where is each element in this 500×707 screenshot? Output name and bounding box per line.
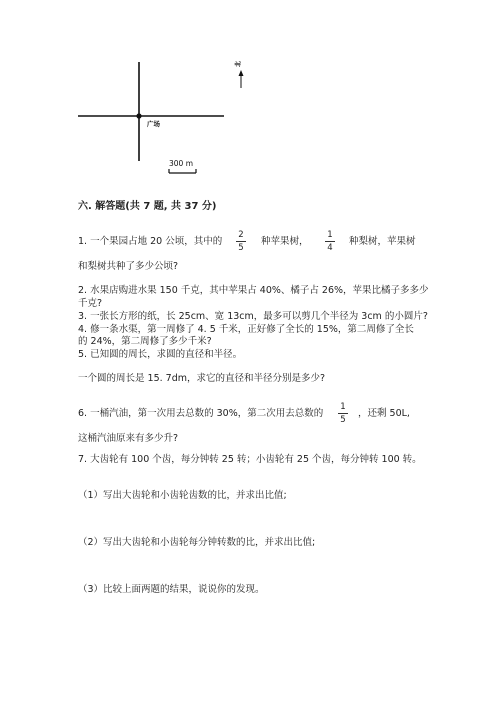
q2-text-line2: 千克? [78,298,103,309]
q6-text-line2: 这桶汽油原来有多少升? [78,433,179,444]
q1-fraction-2-numerator: 1 [327,230,333,240]
north-arrow-icon [239,70,244,88]
q3-text-line1: 3. 一张长方形的纸，长 25cm、宽 13cm，最多可以剪几个半径为 3cm 的小圆片? [78,311,428,322]
q1-fraction-2-denominator: 4 [327,243,333,253]
plaza-point [136,113,141,118]
q7-subquestion-2: （2）写出大齿轮和小齿轮每分钟转数的比，并求出比值; [78,537,316,548]
q6-fraction-numerator: 1 [340,402,346,412]
q1-text-part3: 种梨树，苹果树 [349,236,416,247]
q6-text-part2: ，还剩 50L, [358,408,410,419]
q5-text-line1: 5. 已知圆的周长，求圆的直径和半径。 [78,349,243,360]
q2-text-line1: 2. 水果店购进水果 150 千克，其中苹果占 40%、橘子占 26%，苹果比橘子多多少 [78,285,429,296]
q6-text-part1: 6. 一桶汽油，第一次用去总数的 30%，第二次用去总数的 [78,408,324,419]
q7-subquestion-1: （1）写出大齿轮和小齿轮齿数的比，并求出比值; [78,490,287,501]
q1-text-part1: 1. 一个果园占地 20 公顷，其中的 [78,236,223,247]
q1-text-part2: 种苹果树， [261,236,309,247]
q1-fraction-1-numerator: 2 [238,230,244,240]
q5-text-line2: 一个圆的周长是 15. 7dm，求它的直径和半径分别是多少? [78,373,326,384]
direction-map [0,0,500,180]
q7-subquestion-3: （3）比较上面两题的结果，说说你的发现。 [78,584,265,595]
q1-fraction-2 [325,230,335,253]
q1-text-line2: 和梨树共种了多少公顷? [78,261,179,272]
q6-fraction-denominator: 5 [340,415,346,425]
q4-text-line1: 4. 修一条水渠，第一周修了 4. 5 千米，正好修了全长的 15%，第二周修了全长 [78,324,414,335]
section-title: 六. 解答题(共 7 题, 共 37 分) [78,201,217,212]
q1-fraction-1 [236,230,246,253]
north-label: 北 [235,60,242,67]
q4-text-line2: 的 24%，第二周修了多少千米? [78,336,212,347]
scale-label: 300 m [169,159,194,168]
scale-bar [169,169,196,173]
q1-fraction-1-denominator: 5 [238,243,244,253]
plaza-label: 广场 [147,120,160,128]
q7-text-line1: 7. 大齿轮有 100 个齿，每分钟转 25 转；小齿轮有 25 个齿，每分钟转 100 转。 [78,454,422,465]
q6-fraction [338,402,348,425]
